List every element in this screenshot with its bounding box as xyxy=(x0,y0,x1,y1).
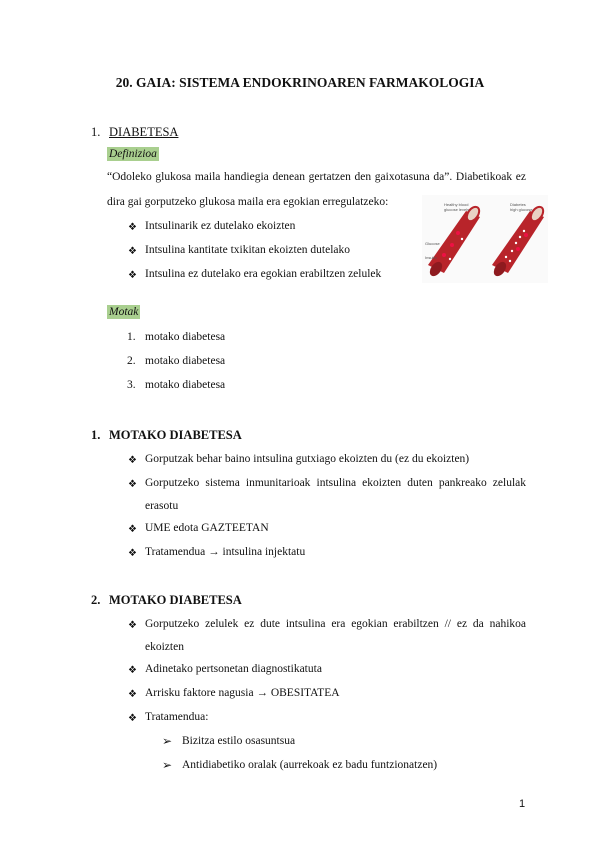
definition-line-1: “Odoleko glukosa maila handiegia denean gertatzen den gaixotasuna da”. Diabetikoak ez xyxy=(107,171,526,183)
caption-diabetes: Diabetes xyxy=(510,202,526,207)
arrowhead-bullet-icon: ➢ xyxy=(162,734,173,748)
type1-heading: MOTAKO DIABETESA xyxy=(109,428,242,442)
type2-heading: MOTAKO DIABETESA xyxy=(109,593,242,607)
type-item: motako diabetesa xyxy=(145,331,226,343)
diamond-bullet-icon: ❖ xyxy=(128,689,137,700)
type1-bullet-cont: erasotu xyxy=(145,500,179,512)
diamond-bullet-icon: ❖ xyxy=(128,222,137,233)
diamond-bullet-icon: ❖ xyxy=(128,620,137,631)
section-heading: DIABETESA xyxy=(109,125,179,139)
diamond-bullet-icon: ❖ xyxy=(128,246,137,257)
type1-bullet: Tratamendua → intsulina injektatu xyxy=(145,546,306,558)
diamond-bullet-icon: ❖ xyxy=(128,270,137,281)
definition-label-text: Definizioa xyxy=(109,148,157,160)
caption-glucose: Glucose xyxy=(425,241,440,246)
types-label-text: Motak xyxy=(109,306,139,318)
type-num: 2. xyxy=(127,355,136,367)
blood-vessel-illustration xyxy=(422,195,548,283)
type-num: 1. xyxy=(127,331,136,343)
type2-bullet: Gorputzeko zelulek ez dute intsulina era egokian erabiltzen // ez da nahikoa xyxy=(145,618,526,630)
caption-healthy-sub: glucose levels xyxy=(444,207,470,212)
definition-line-2: dira gai gorputzeko glukosa maila era egokian erregulatzeko: xyxy=(107,196,389,208)
cause-item: Intsulinarik ez dutelako ekoizten xyxy=(145,220,296,232)
type-item: motako diabetesa xyxy=(145,355,226,367)
diamond-bullet-icon: ❖ xyxy=(128,665,137,676)
type1-bullet: UME edota GAZTEETAN xyxy=(145,522,269,534)
type2-bullet: Arrisku faktore nagusia → OBESITATEA xyxy=(145,687,340,699)
type1-number: 1. xyxy=(91,428,101,442)
type-num: 3. xyxy=(127,379,136,391)
type2-sub-bullet: Antidiabetiko oralak (aurrekoak ez badu funtzionatzen) xyxy=(182,759,438,771)
caption-healthy: Healthy blood xyxy=(444,202,469,207)
arrowhead-bullet-icon: ➢ xyxy=(162,758,173,772)
types-label xyxy=(107,306,140,318)
type2-sub-bullet: Bizitza estilo osasuntsua xyxy=(182,735,296,747)
cause-item: Intsulina kantitate txikitan ekoizten dutelako xyxy=(145,244,351,256)
type1-bullet: Gorputzeko sistema inmunitarioak intsulina ekoizten duten pankreako zelulak xyxy=(145,477,526,489)
type2-bullet-cont: ekoizten xyxy=(145,641,184,653)
page-title: 20. GAIA: SISTEMA ENDOKRINOAREN FARMAKOLOGIA xyxy=(115,75,485,90)
definition-label xyxy=(107,148,159,160)
page-number: 1 xyxy=(519,798,526,810)
diamond-bullet-icon: ❖ xyxy=(128,548,137,559)
diamond-bullet-icon: ❖ xyxy=(128,455,137,466)
diamond-bullet-icon: ❖ xyxy=(128,479,137,490)
type-item: motako diabetesa xyxy=(145,379,226,391)
type1-bullet: Gorputzak behar baino intsulina gutxiago ekoizten du (ez du ekoizten) xyxy=(145,453,470,465)
diamond-bullet-icon: ❖ xyxy=(128,524,137,535)
diamond-bullet-icon: ❖ xyxy=(128,713,137,724)
cause-item: Intsulina ez dutelako era egokian erabiltzen zelulek xyxy=(145,268,382,280)
section-number: 1. xyxy=(91,125,101,139)
caption-insulin: Insulin xyxy=(425,255,437,260)
type2-bullet: Adinetako pertsonetan diagnostikatuta xyxy=(145,663,322,675)
type2-bullet: Tratamendua: xyxy=(145,711,209,723)
caption-diabetes-sub: high glucose xyxy=(510,207,533,212)
type2-number: 2. xyxy=(91,593,101,607)
